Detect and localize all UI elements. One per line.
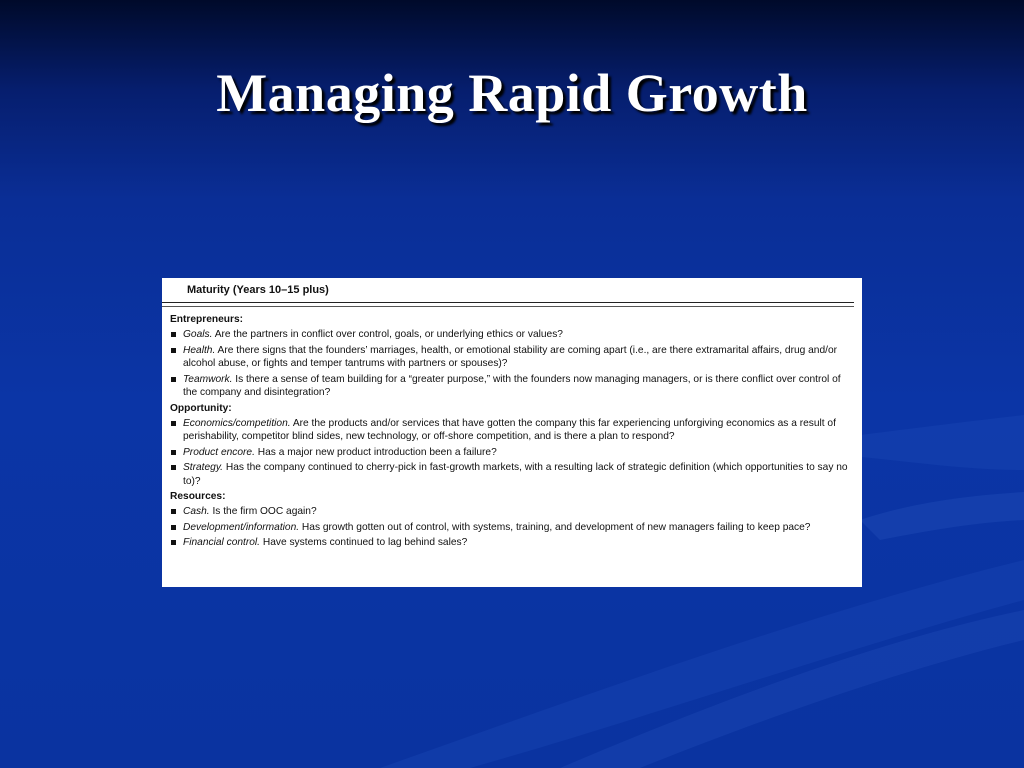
list-item <box>170 461 854 488</box>
item-term: Health. <box>183 344 216 356</box>
section-resources <box>170 490 854 550</box>
list-item <box>170 344 854 371</box>
table-sections <box>170 312 854 550</box>
item-term: Cash. <box>183 506 210 517</box>
item-text: Has the company continued to cherry-pick in fast-growth markets, with a resulting lack of strategic definition (which opportunities to say no to)? <box>183 462 848 487</box>
item-text: Are the products and/or services that have gotten the company this far experiencing unforgiving economics as a result of perishability, competitor blind sides, new technology, or off-shore competition, and is there a plan to respond? <box>183 417 836 442</box>
item-text: Are the partners in conflict over control, goals, or underlying ethics or values? <box>212 329 563 340</box>
list-item <box>170 373 854 400</box>
item-term: Product encore. <box>183 446 255 458</box>
item-term: Strategy. <box>183 462 224 473</box>
square-bullet-icon <box>171 540 176 545</box>
list-item <box>170 446 854 460</box>
section-label: Entrepreneurs: <box>170 314 244 325</box>
section-label: Resources: <box>170 491 226 502</box>
slide-title: Managing Rapid Growth <box>216 63 808 123</box>
item-term: Goals. <box>183 329 213 340</box>
square-bullet-icon <box>171 348 176 353</box>
item-term: Teamwork. <box>183 373 233 385</box>
item-term: Development/information. <box>183 521 300 533</box>
item-text: Has a major new product introduction been a failure? <box>254 446 497 458</box>
table-heading: Maturity (Years 10–15 plus) <box>187 284 329 296</box>
heading-divider <box>162 302 854 303</box>
square-bullet-icon <box>171 377 176 382</box>
square-bullet-icon <box>171 509 176 514</box>
heading-divider-thin <box>162 306 854 307</box>
list-item <box>170 505 854 519</box>
section-opportunity <box>170 402 854 489</box>
section-entrepreneurs <box>170 313 854 400</box>
list-item <box>170 536 854 550</box>
item-text: Have systems continued to lag behind sales? <box>260 537 468 548</box>
maturity-table-image <box>162 278 862 587</box>
list-item <box>170 417 854 444</box>
list-item <box>170 521 854 535</box>
square-bullet-icon <box>171 465 176 470</box>
list-item <box>170 328 854 342</box>
item-text: Has growth gotten out of control, with systems, training, and development of new managers failing to keep pace? <box>299 521 811 533</box>
square-bullet-icon <box>171 450 176 455</box>
item-text: Is there a sense of team building for a “greater purpose,” with the founders now managing managers, or is there conflict over control of the company and disintegration? <box>183 373 841 398</box>
item-text: Is the firm OOC again? <box>209 506 317 517</box>
item-term: Financial control. <box>183 537 261 548</box>
item-term: Economics/competition. <box>183 417 291 429</box>
item-text: Are there signs that the founders’ marriages, health, or emotional stability are coming apart (i.e., are there extramarital affairs, drug and/or alcohol abuse, or fights and temper tantrums with partners or spouses)? <box>183 344 838 369</box>
square-bullet-icon <box>171 525 176 530</box>
section-label: Opportunity: <box>170 402 232 414</box>
square-bullet-icon <box>171 332 176 337</box>
square-bullet-icon <box>171 421 176 426</box>
